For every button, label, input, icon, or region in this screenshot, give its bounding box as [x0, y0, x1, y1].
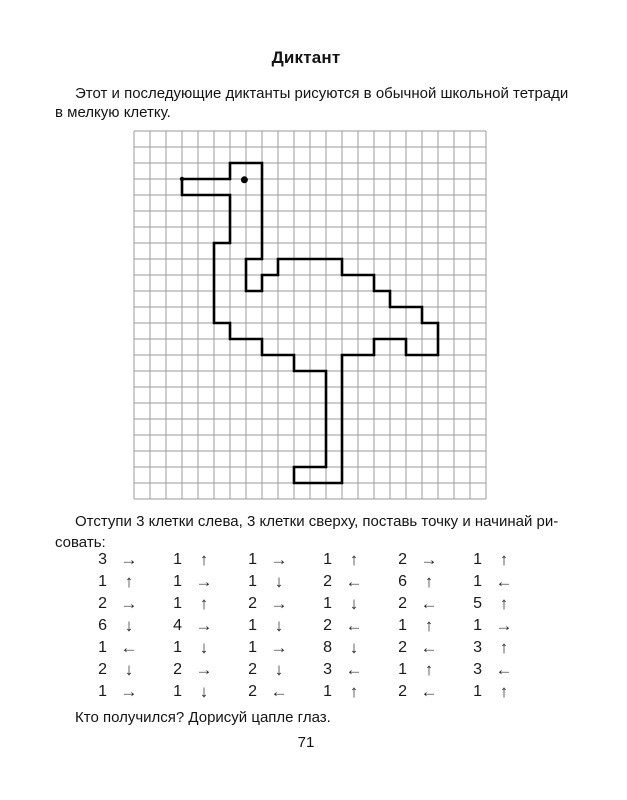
left-arrow-icon: ←	[120, 638, 138, 657]
drawing-grid	[132, 129, 488, 506]
step-count: 2	[323, 573, 332, 590]
squared-paper-grid	[134, 131, 486, 499]
intro-paragraph	[55, 84, 569, 122]
down-arrow-icon: ↓	[349, 638, 359, 657]
dictation-step	[458, 593, 533, 615]
question-line	[55, 708, 569, 727]
step-count: 1	[473, 573, 482, 590]
up-arrow-icon: ↑	[499, 638, 509, 657]
dictation-step	[83, 659, 158, 681]
dictation-step	[158, 549, 233, 571]
dictation-step	[158, 593, 233, 615]
down-arrow-icon: ↓	[124, 616, 134, 635]
dictation-step	[383, 615, 458, 637]
step-count: 1	[248, 573, 257, 590]
step-count: 1	[173, 639, 182, 656]
step-count: 2	[323, 617, 332, 634]
down-arrow-icon: ↓	[349, 594, 359, 613]
intro-line-2: в мелкую клетку.	[55, 104, 171, 121]
page-title: Диктант	[271, 48, 341, 67]
dictation-step	[308, 637, 383, 659]
dictation-step	[308, 593, 383, 615]
step-count: 2	[398, 639, 407, 656]
intro-line-1: Этот и последующие диктанты рисуются в обычной школьной тетради	[75, 85, 569, 102]
step-count: 1	[173, 573, 182, 590]
left-arrow-icon: ←	[420, 682, 438, 701]
instruction-line-1: Отступи 3 клетки слева, 3 клетки сверху, поставь точку и начинай ри-	[75, 513, 559, 530]
step-count: 2	[398, 595, 407, 612]
down-arrow-icon: ↓	[274, 572, 284, 591]
step-count: 1	[323, 551, 332, 568]
start-dot	[180, 177, 184, 181]
up-arrow-icon: ↑	[199, 550, 209, 569]
dictation-step	[383, 549, 458, 571]
dictation-step	[308, 549, 383, 571]
step-count: 3	[473, 661, 482, 678]
up-arrow-icon: ↑	[349, 682, 359, 701]
step-count: 2	[173, 661, 182, 678]
dictation-step	[458, 615, 533, 637]
step-count: 5	[473, 595, 482, 612]
dictation-step	[83, 637, 158, 659]
up-arrow-icon: ↑	[199, 594, 209, 613]
dictation-step	[158, 571, 233, 593]
step-count: 1	[398, 617, 407, 634]
dictation-step	[308, 681, 383, 703]
step-count: 1	[248, 639, 257, 656]
step-count: 1	[98, 573, 107, 590]
step-count: 2	[248, 683, 257, 700]
up-arrow-icon: ↑	[349, 550, 359, 569]
dictation-step	[233, 571, 308, 593]
dictation-step	[458, 681, 533, 703]
instruction-paragraph	[55, 511, 569, 553]
left-arrow-icon: ←	[495, 572, 513, 591]
dictation-step	[83, 681, 158, 703]
dictation-step	[308, 659, 383, 681]
step-count: 1	[473, 617, 482, 634]
step-count: 6	[98, 617, 107, 634]
dictation-step	[383, 681, 458, 703]
down-arrow-icon: ↓	[274, 616, 284, 635]
dictation-step	[383, 571, 458, 593]
left-arrow-icon: ←	[420, 594, 438, 613]
dictation-step	[233, 659, 308, 681]
step-count: 1	[398, 661, 407, 678]
dictation-step	[308, 615, 383, 637]
heron-eye-dot	[241, 176, 248, 183]
step-count: 3	[323, 661, 332, 678]
grid-figure-svg	[132, 129, 488, 501]
step-count: 1	[473, 551, 482, 568]
step-count: 1	[173, 595, 182, 612]
right-arrow-icon: →	[270, 638, 288, 657]
step-count: 8	[323, 639, 332, 656]
right-arrow-icon: →	[120, 594, 138, 613]
step-count: 3	[98, 551, 107, 568]
left-arrow-icon: ←	[345, 616, 363, 635]
right-arrow-icon: →	[195, 572, 213, 591]
step-count: 1	[248, 551, 257, 568]
dictation-step	[233, 637, 308, 659]
dictation-step	[83, 571, 158, 593]
right-arrow-icon: →	[270, 594, 288, 613]
left-arrow-icon: ←	[420, 638, 438, 657]
dictation-step	[233, 681, 308, 703]
right-arrow-icon: →	[120, 550, 138, 569]
dictation-step	[383, 593, 458, 615]
dictation-step	[158, 637, 233, 659]
down-arrow-icon: ↓	[199, 638, 209, 657]
dictation-step	[458, 571, 533, 593]
step-count: 2	[398, 551, 407, 568]
right-arrow-icon: →	[195, 616, 213, 635]
right-arrow-icon: →	[195, 660, 213, 679]
step-count: 2	[248, 595, 257, 612]
step-count: 1	[98, 683, 107, 700]
step-count: 2	[398, 683, 407, 700]
dictation-step	[308, 571, 383, 593]
question-text: Кто получился? Дорисуй цапле глаз.	[75, 709, 331, 726]
dictation-step	[233, 615, 308, 637]
step-count: 2	[98, 661, 107, 678]
up-arrow-icon: ↑	[124, 572, 134, 591]
left-arrow-icon: ←	[495, 660, 513, 679]
down-arrow-icon: ↓	[274, 660, 284, 679]
step-count: 3	[473, 639, 482, 656]
dictation-step	[458, 549, 533, 571]
step-count: 1	[323, 683, 332, 700]
step-count: 1	[323, 595, 332, 612]
dictation-step	[83, 615, 158, 637]
step-count: 1	[98, 639, 107, 656]
dictation-step	[158, 615, 233, 637]
dictation-step	[83, 549, 158, 571]
dictation-step	[158, 681, 233, 703]
right-arrow-icon: →	[270, 550, 288, 569]
step-count: 1	[473, 683, 482, 700]
up-arrow-icon: ↑	[499, 594, 509, 613]
down-arrow-icon: ↓	[124, 660, 134, 679]
step-count: 2	[98, 595, 107, 612]
right-arrow-icon: →	[495, 616, 513, 635]
left-arrow-icon: ←	[270, 682, 288, 701]
up-arrow-icon: ↑	[499, 550, 509, 569]
step-count: 1	[248, 617, 257, 634]
page-number: 71	[297, 734, 315, 751]
dictation-step	[458, 659, 533, 681]
dictation-step	[383, 637, 458, 659]
right-arrow-icon: →	[420, 550, 438, 569]
dictation-step	[383, 659, 458, 681]
step-count: 2	[248, 661, 257, 678]
left-arrow-icon: ←	[345, 572, 363, 591]
step-count: 4	[173, 617, 182, 634]
step-count: 6	[398, 573, 407, 590]
dictation-step	[233, 593, 308, 615]
left-arrow-icon: ←	[345, 660, 363, 679]
dictation-step	[83, 593, 158, 615]
dictation-step	[458, 637, 533, 659]
down-arrow-icon: ↓	[199, 682, 209, 701]
dictation-table	[83, 549, 533, 703]
up-arrow-icon: ↑	[424, 616, 434, 635]
dictation-step	[233, 549, 308, 571]
step-count: 1	[173, 683, 182, 700]
dictation-step	[158, 659, 233, 681]
up-arrow-icon: ↑	[499, 682, 509, 701]
up-arrow-icon: ↑	[424, 572, 434, 591]
right-arrow-icon: →	[120, 682, 138, 701]
instruction-line-2: совать:	[55, 534, 106, 551]
up-arrow-icon: ↑	[424, 660, 434, 679]
step-count: 1	[173, 551, 182, 568]
